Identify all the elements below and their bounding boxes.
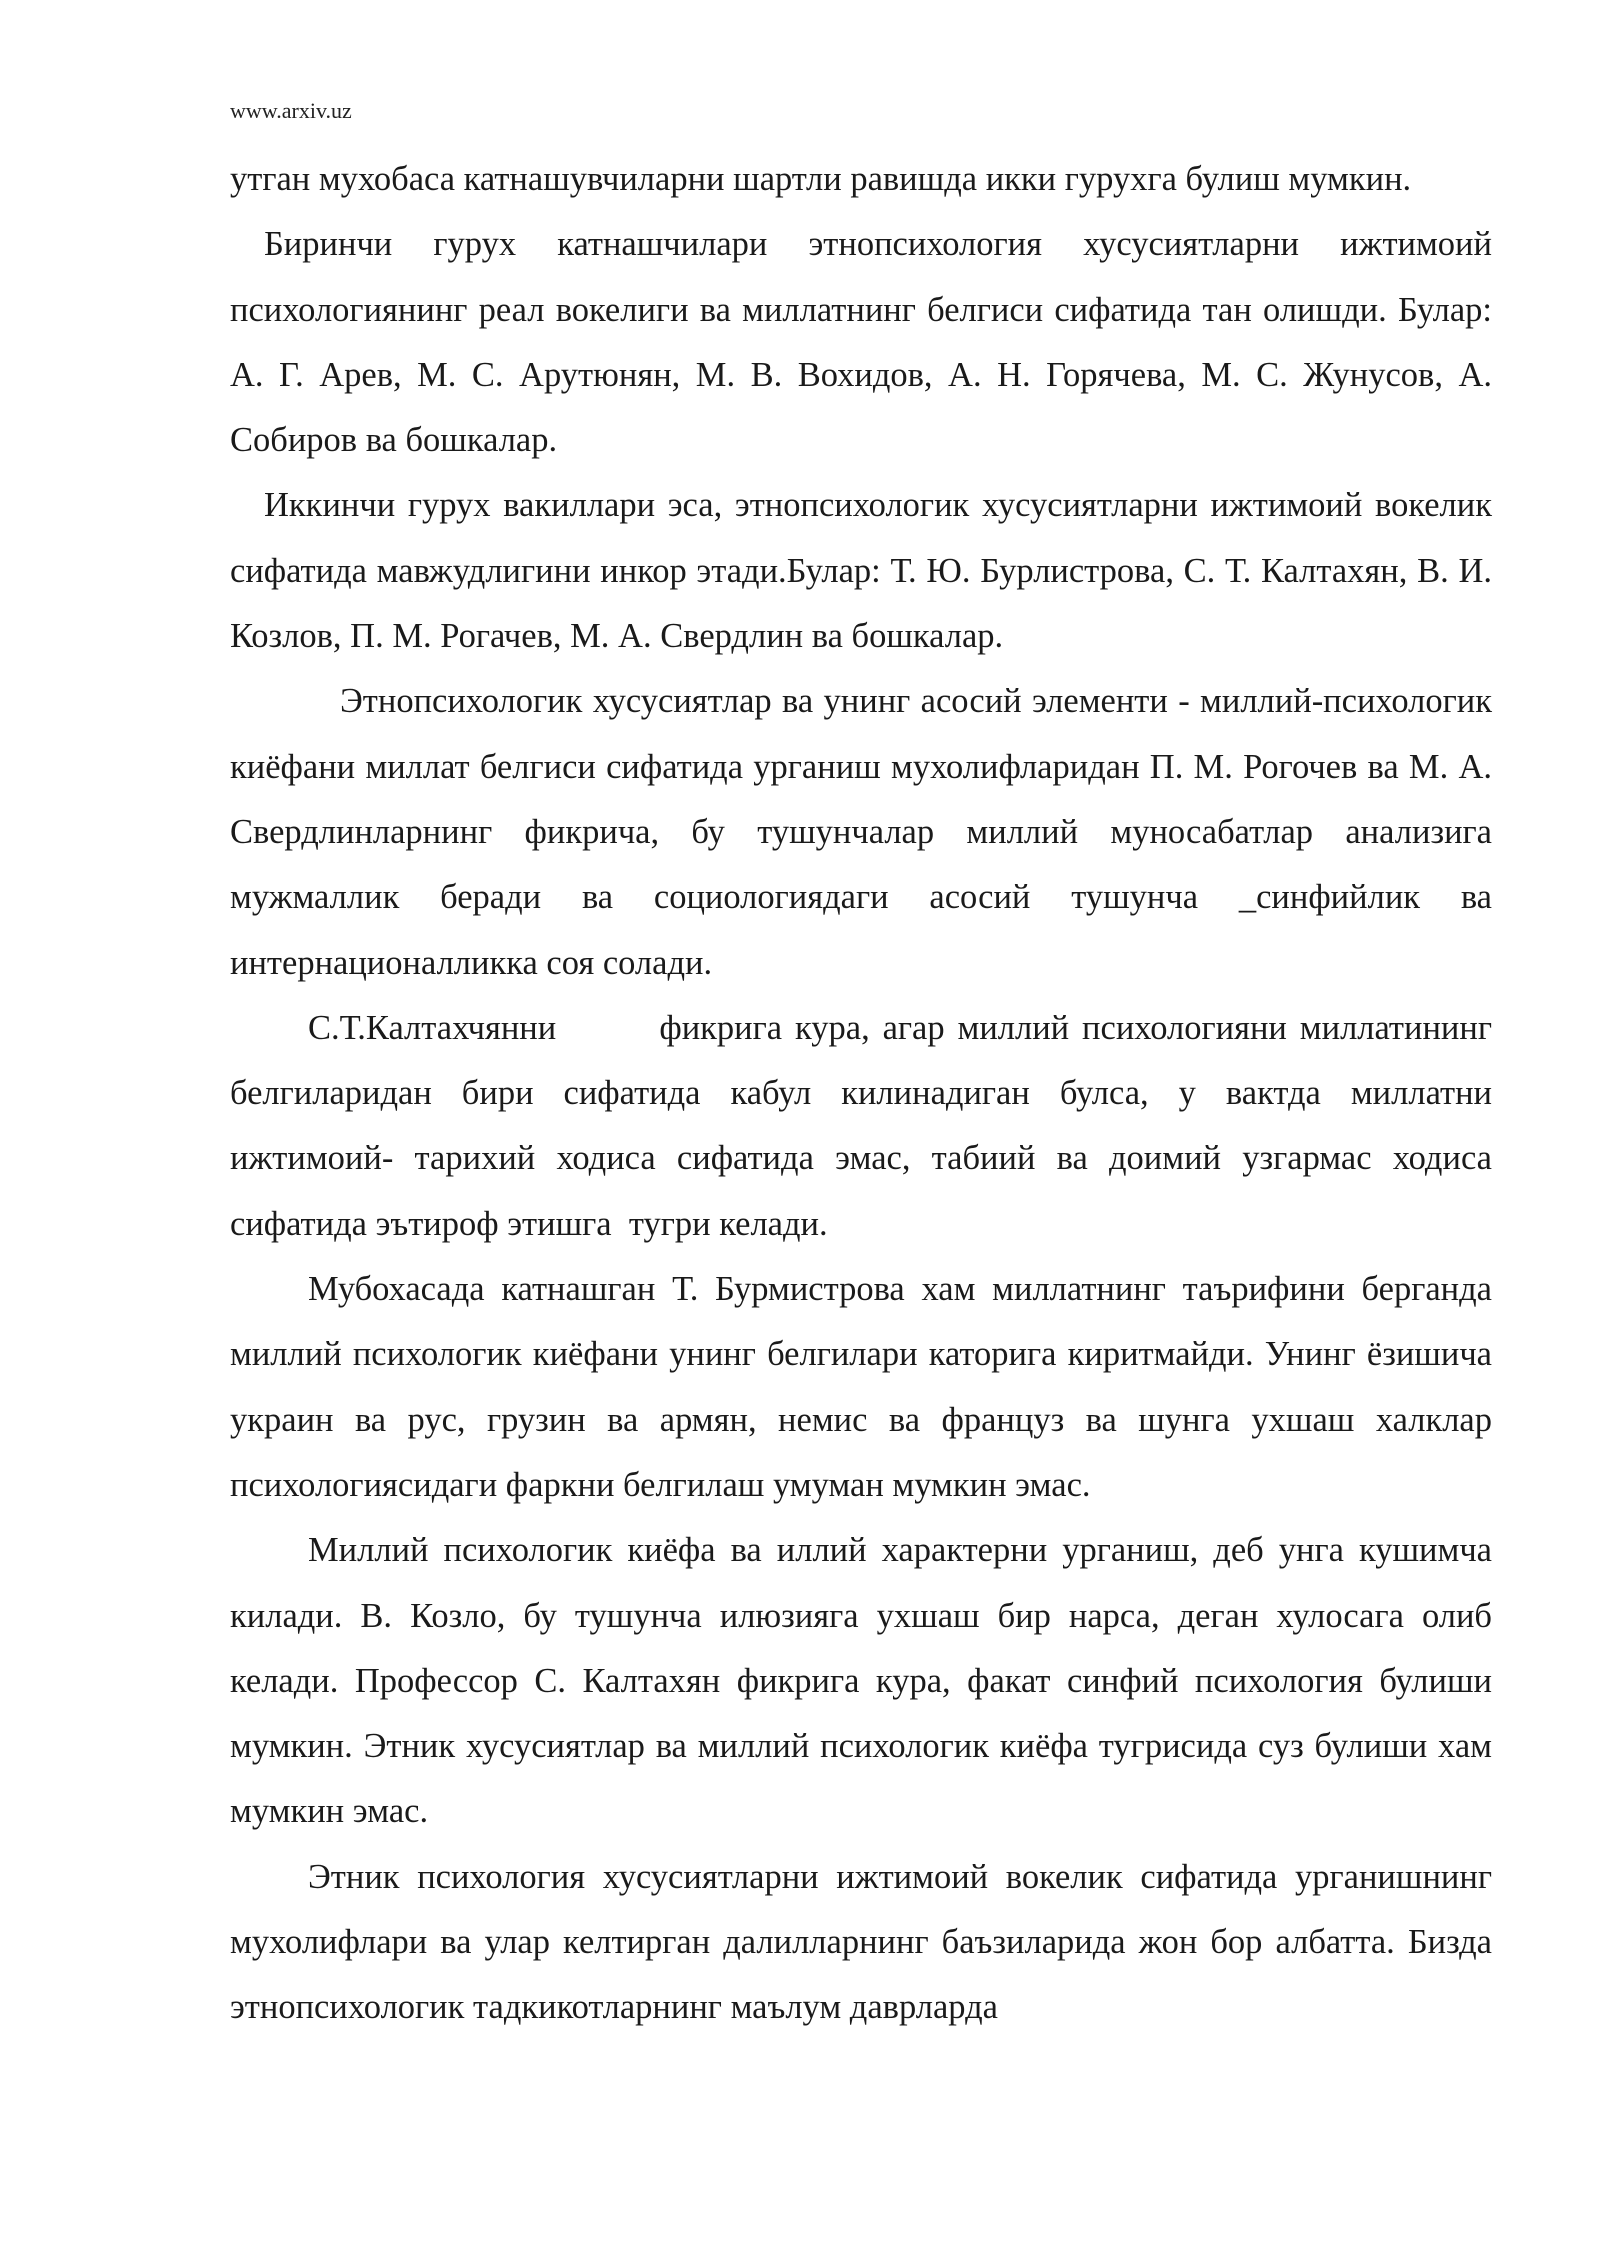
paragraph-3: Иккинчи гурух вакиллари эса, этнопсихологик хусусиятларни ижтимоий вокелик сифатида мавжудлигини инкор этади.Булар: Т. Ю. Бурлистрова, С. Т. Калтахян, В. И. Козлов, П. М. Рогачев, М. А. Свердлин ва бошкалар. bbox=[230, 486, 1492, 656]
paragraph-2: Биринчи гурух катнашчилари этнопсихология хусусиятларни ижтимоий психологиянинг реал вокелиги ва миллатнинг белгиси сифатида тан олишди. Булар: А. Г. Арев, М. С. Арутюнян, М. В. Вохидов, А. Н. Горячева, М. С. Жунусов, А. Собиров ва бошкалар. bbox=[230, 225, 1492, 460]
paragraph-4: Этнопсихологик хусусиятлар ва унинг асосий элементи - миллий-психологик киёфани миллат белгиси сифатида урганиш мухолифларидан П. М. Рогочев ва М. А. Свердлинларнинг фикрича, бу тушунчалар миллий муносабатлар анализига мужмаллик беради ва социологиядаги асосий тушунча _синфийлик ва интернационалликка соя солади. bbox=[230, 682, 1492, 982]
paragraph-5: С.Т.Калтахчянни фикрига кура, агар миллий психологияни миллатининг белгиларидан бири сифатида кабул килинадиган булса, у вактда миллатни ижтимоий- тарихий ходиса сифатида эмас, табиий ва доимий узгармас ходиса сифатида эътироф этишга тугри келади. bbox=[230, 1008, 1501, 1243]
paragraph-6: Мубохасада катнашган Т. Бурмистрова хам миллатнинг таърифини берганда миллий психологик киёфани унинг белгилари каторига киритмайди. Унинг ёзишича украин ва рус, грузин ва армян, немис ва француз ва шунга ухшаш халклар психологиясидаги фаркни белгилаш умуман мумкин эмас. bbox=[230, 1270, 1492, 1504]
paragraph-7: Миллий психологик киёфа ва иллий характерни урганиш, деб унга кушимча килади. В. Козло, бу тушунча илюзияга ухшаш бир нарса, деган хулосага олиб келади. Профессор С. Калтахян фикрига кура, факат синфий психология булиши мумкин. Этник хусусиятлар ва миллий психологик киёфа тугрисида суз булиши хам мумкин эмас. bbox=[230, 1531, 1492, 1831]
site-url-header: www.arxiv.uz bbox=[230, 98, 352, 123]
document-body bbox=[230, 147, 1501, 2041]
paragraph-8: Этник психология хусусиятларни ижтимоий вокелик сифатида урганишнинг мухолифлари ва улар келтирган далилларнинг баъзиларида жон бор албатта. Бизда этнопсихологик тадкикотларнинг маълум даврларда bbox=[230, 1857, 1492, 2027]
paragraph-1: утган мухобаса катнашувчиларни шартли равишда икки гурухга булиш мумкин. bbox=[230, 160, 1412, 198]
